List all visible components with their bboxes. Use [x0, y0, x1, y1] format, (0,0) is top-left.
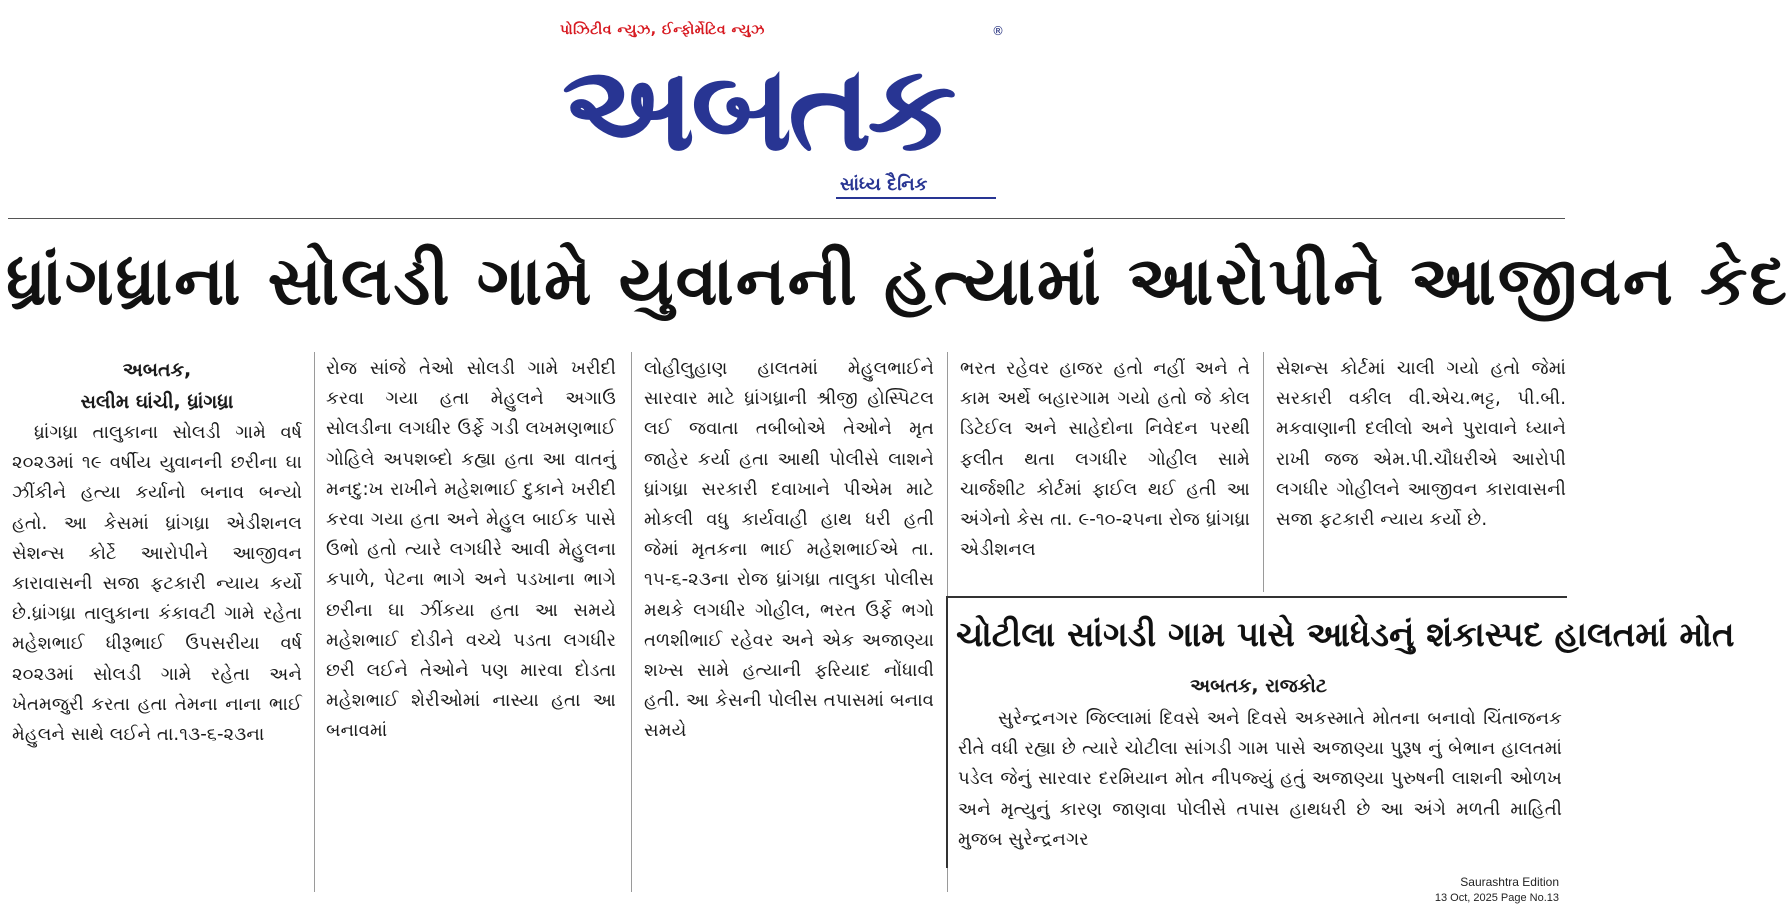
article-column-2 [326, 354, 616, 894]
main-headline: ધ્રાંગધ્રાના સોલડી ગામે યુવાનની હત્યામાં આરોપીને આજીવન કેદ [6, 242, 1789, 320]
article-column-3 [644, 354, 934, 894]
secondary-byline: અબતક, રાજકોટ [1190, 675, 1327, 697]
article-column-5 [1276, 354, 1566, 597]
edition-label: Saurashtra Edition [1460, 875, 1559, 889]
article-byline-reporter: સલીમ ઘાંચી, ધ્રાંગધ્રા [80, 391, 234, 413]
page-footer [1435, 874, 1559, 906]
column-divider [631, 352, 632, 892]
article-text-2: રોજ સાંજે તેઓ સોલડી ગામે ખરીદી કરવા ગયા હતા મેહુલને અગાઉ સોલડીના લગધીર ઉર્ફે ગડી લખમણભાઈ ગોહિલે અપશબ્દો કહ્યા હતા આ વાતનું મનદુ:ખ રાખીને મહેશભાઈ દુકાને ખરીદી કરવા ગયા હતા અને મેહુલ બાઈક પાસે ઉભો હતો ત્યારે લગધીરે આવી મેહુલના કપાળે, પેટના ભાગે અને પડખાના ભાગે છરીના ઘા ઝીંકયા હતા આ સમયે મહેશભાઈ દોડીને વચ્ચે પડતા લગધીર છરી લઈને તેઓને પણ મારવા દોડતા મહેશભાઈ શેરીઓમાં નાસ્યા હતા આ બનાવમાં [326, 358, 616, 742]
article-column-4 [960, 354, 1250, 597]
date-page-label: 13 Oct, 2025 Page No.13 [1434, 892, 1559, 904]
article-byline-agency: અબતક, [122, 359, 192, 381]
secondary-text: સુરેન્દ્રનગર જિલ્લામાં દિવસે અને દિવસે અકસ્માતે મોતના બનાવો ચિંતાજનક રીતે વધી રહ્યા છે ત્યારે ચોટીલા સાંગડી ગામ પાસે અજાણ્યા પુરૂષ નું બેભાન હાલતમાં પડેલ જેનું સારવાર દરમિયાન મોત નીપજ્યું હતું અજાણ્યા પુરુષની લાશની ઓળખ અને મૃત્યુનું કારણ જાણવા પોલીસે તપાસ હાથધરી છે આ અંગે મળતી માહિતી મુજબ સુરેન્દ્રનગર [958, 708, 1562, 850]
registered-mark: ® [992, 24, 1004, 38]
masthead-subtitle: સાંધ્ય દૈનિક [840, 174, 928, 195]
newspaper-logo: અબતક [562, 39, 953, 177]
column-divider [314, 352, 315, 892]
subtitle-underline [836, 197, 996, 199]
secondary-body [958, 704, 1562, 870]
article-text-4: ભરત રહેવર હાજર હતો નહીં અને તે કામ અર્થે બહારગામ ગયો હતો જે કોલ ડિટેઈલ અને સાહેદોના નિવેદન પરથી ફલીત થતા લગધીર ગોહીલ સામે ચાર્જશીટ કોર્ટમાં ફાઈલ થઈ હતી આ અંગેનો કેસ તા. ૯-૧૦-૨૫ના રોજ ધ્રાંગધ્રા એડીશનલ [960, 358, 1250, 561]
secondary-headline: ચોટીલા સાંગડી ગામ પાસે આધેડનું શંકાસ્પદ હાલતમાં મોત [956, 615, 1735, 655]
article-text-5: સેશન્સ કોર્ટમાં ચાલી ગયો હતો જેમાં સરકારી વકીલ વી.એચ.ભટ્ટ, પી.બી. મકવાણાની દલીલો અને પુરાવાને ધ્યાને રાખી જજ એમ.પી.ચૌધરીએ આરોપી લગધીર ગોહીલને આજીવન કારાવાસની સજા ફટકારી ન્યાય કર્યો છે. [1276, 358, 1566, 531]
masthead-divider [8, 218, 1565, 219]
article-text-1: ધ્રાંગધ્રા તાલુકાના સોલડી ગામે વર્ષ ૨૦૨૩માં ૧૯ વર્ષીય યુવાનની છરીના ઘા ઝીંકીને હત્યા કર્યાનો બનાવ બન્યો હતો. આ કેસમાં ધ્રાંગધ્રા એડીશનલ સેશન્સ કોર્ટે આરોપીને આજીવન કારાવાસની સજા ફટકારી ન્યાય કર્યો છે.ધ્રાંગધ્રા તાલુકાના કંકાવટી ગામે રહેતા મહેશભાઈ ધીરૂભાઈ ઉપસરીયા વર્ષ ૨૦૨૩માં સોલડી ગામે રહેતા અને ખેતમજુરી કરતા હતા તેમના નાના ભાઈ મેહુલને સાથે લઈને તા.૧૩-૬-૨૩ના [12, 422, 302, 746]
article-column-1 [12, 354, 302, 894]
secondary-story-box [946, 596, 1735, 868]
masthead [0, 0, 1573, 215]
article-text-3: લોહીલુહાણ હાલતમાં મેહુલભાઈને સારવાર માટે ધ્રાંગધ્રાની શ્રીજી હોસ્પિટલ લઈ જવાતા તબીબોએ તેઓને મૃત જાહેર કર્યા હતા આથી પોલીસે લાશને ધ્રાંગધ્રા સરકારી દવાખાને પીએમ માટે મોકલી વધુ કાર્યવાહી હાથ ધરી હતી જેમાં મૃતકના ભાઈ મહેશભાઈએ તા. ૧૫-૬-૨૩ના રોજ ધ્રાંગધ્રા તાલુકા પોલીસ મથકે લગધીર ગોહીલ, ભરત ઉર્ફે ભગો તળશીભાઈ રહેવર અને એક અજાણ્યા શખ્સ સામે હત્યાની ફરિયાદ નોંધાવી હતી. આ કેસની પોલીસ તપાસમાં બનાવ સમયે [644, 358, 934, 742]
column-divider [1263, 352, 1264, 592]
masthead-tagline: પોઝિટીવ ન્યુઝ, ઈન્ફોર્મેટિવ ન્યુઝ [560, 22, 765, 38]
